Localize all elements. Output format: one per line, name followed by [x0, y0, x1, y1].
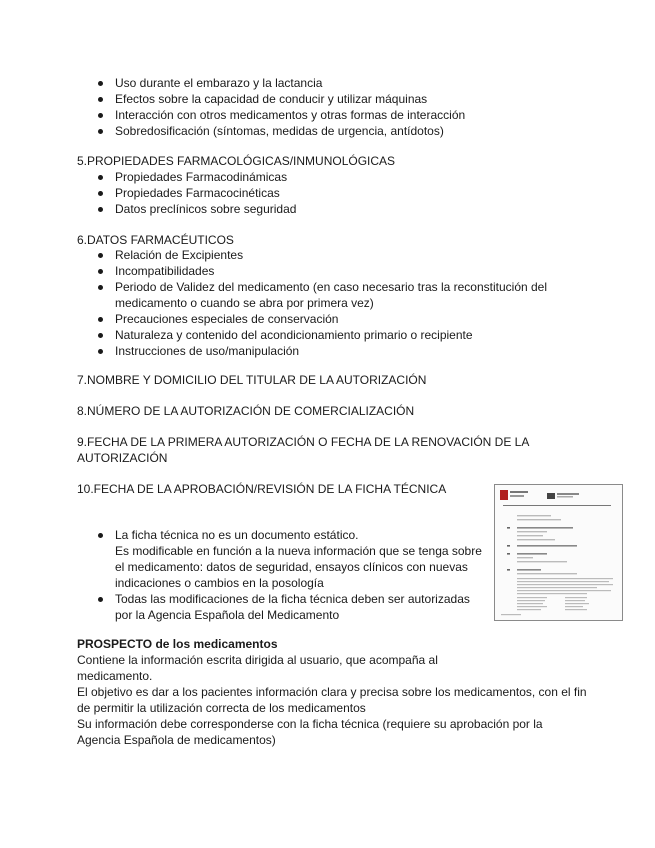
- list-item-text: Todas las modificaciones de la ficha técnica deben ser autorizadas: [115, 592, 470, 606]
- list-item: [77, 527, 497, 591]
- paragraph-line: medicamento.: [77, 669, 153, 683]
- list-item: [77, 311, 617, 327]
- section6-heading: 6.DATOS FARMACÉUTICOS: [77, 233, 234, 247]
- prospecto-body: [77, 652, 637, 748]
- list-item: [77, 279, 617, 311]
- section5-heading: 5.PROPIEDADES FARMACOLÓGICAS/INMUNOLÓGICAS: [77, 154, 396, 168]
- list-item-text: por la Agencia Española del Medicamento: [115, 608, 340, 622]
- list-item: Interacción con otros medicamentos y otras formas de interacción: [77, 107, 617, 123]
- list-item-text: indicaciones o cambios en la posología: [115, 576, 324, 590]
- list-item: [77, 591, 497, 623]
- section10-heading: 10.FECHA DE LA APROBACIÓN/REVISIÓN DE LA FICHA TÉCNICA: [77, 482, 447, 496]
- prospecto-title: PROSPECTO de los medicamentos: [77, 637, 278, 651]
- list-item: [77, 247, 617, 263]
- paragraph-line: Contiene la información escrita dirigida al usuario, que acompaña al: [77, 653, 438, 667]
- list-item-text: medicamento o cuando se abra por primera vez): [115, 296, 374, 310]
- list-item: [77, 263, 617, 279]
- list-item: Propiedades Farmacocinéticas: [77, 185, 617, 201]
- section8-heading: 8.NÚMERO DE LA AUTORIZACIÓN DE COMERCIALIZACIÓN: [77, 404, 415, 418]
- list-item-text: Periodo de Validez del medicamento (en caso necesario tras la reconstitución del: [115, 280, 548, 294]
- section9-heading: [77, 434, 617, 466]
- list-item: Uso durante el embarazo y la lactancia: [77, 75, 617, 91]
- list-item: [77, 327, 617, 343]
- list-item-text: Es modificable en función a la nueva información que se tenga sobre: [115, 544, 482, 558]
- list-item-text: Naturaleza y contenido del acondicionamiento primario o recipiente: [115, 328, 473, 342]
- section10-list: [77, 527, 497, 623]
- section5-list: [77, 169, 617, 217]
- paragraph-line: de permitir la utilización correcta de los medicamentos: [77, 701, 366, 715]
- section6-list: [77, 247, 617, 359]
- list-item: Sobredosificación (síntomas, medidas de urgencia, antídotos): [77, 123, 617, 139]
- paragraph-line: Agencia Española de medicamentos): [77, 733, 276, 747]
- list-item: Datos preclínicos sobre seguridad: [77, 201, 617, 217]
- list-item: Efectos sobre la capacidad de conducir y utilizar máquinas: [77, 91, 617, 107]
- document-thumbnail-icon: [494, 484, 623, 621]
- section7-heading: 7.NOMBRE Y DOMICILIO DEL TITULAR DE LA AUTORIZACIÓN: [77, 373, 427, 387]
- section9-heading-line: 9.FECHA DE LA PRIMERA AUTORIZACIÓN O FECHA DE LA RENOVACIÓN DE LA: [77, 435, 530, 449]
- list-item-text: Relación de Excipientes: [115, 248, 244, 262]
- section4-tail-list: [77, 75, 617, 139]
- list-item-text: el medicamento: datos de seguridad, ensayos clínicos con nuevas: [115, 560, 468, 574]
- list-item-text: Instrucciones de uso/manipulación: [115, 344, 300, 358]
- section9-heading-line: AUTORIZACIÓN: [77, 451, 168, 465]
- list-item: [77, 343, 617, 359]
- paragraph-line: Su información debe corresponderse con la ficha técnica (requiere su aprobación por la: [77, 717, 543, 731]
- list-item-text: Precauciones especiales de conservación: [115, 312, 339, 326]
- paragraph-line: El objetivo es dar a los pacientes información clara y precisa sobre los medicamentos, con el fin: [77, 685, 587, 699]
- list-item: Propiedades Farmacodinámicas: [77, 169, 617, 185]
- list-item-text: La ficha técnica no es un documento estático.: [115, 528, 359, 542]
- list-item-text: Incompatibilidades: [115, 264, 215, 278]
